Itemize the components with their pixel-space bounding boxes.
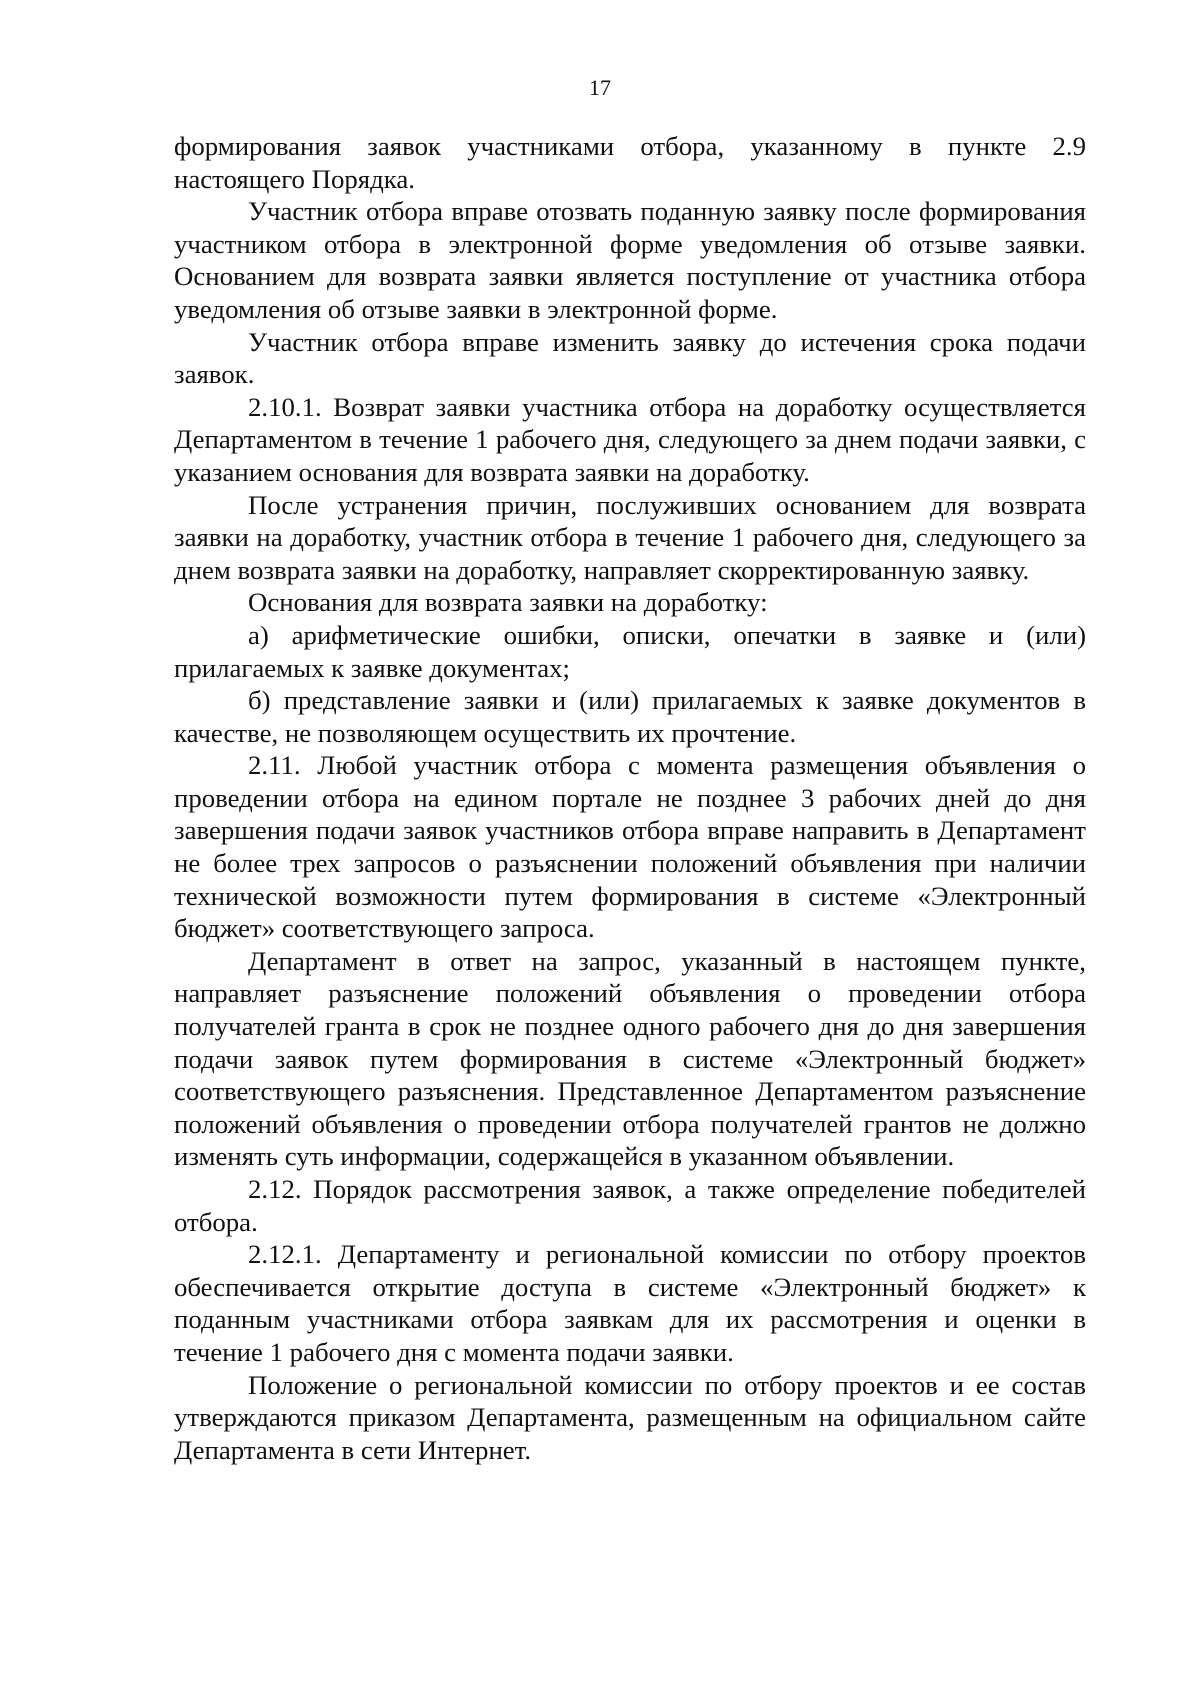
paragraph-ground-a: а) арифметические ошибки, описки, опечатки в заявке и (или) прилагаемых к заявке документах;: [174, 619, 1086, 683]
paragraph-continuation: формирования заявок участниками отбора, указанному в пункте 2.9 настоящего Порядка.: [174, 131, 1086, 194]
paragraph-2-11: 2.11. Любой участник отбора с момента размещения объявления о проведении отбора на едином портале не позднее 3 рабочих дней до дня завершения подачи заявок участников отбора вправе направить в Департамент не более трех запросов о разъяснении положений объявления при наличии технической возможности путем формирования в системе «Электронный бюджет» соответствующего запроса.: [174, 750, 1086, 944]
paragraph-withdraw-application: Участник отбора вправе отозвать поданную заявку после формирования участником отбора в электронной форме уведомления об отзыве заявки. Основанием для возврата заявки является поступление от участника отбора уведомления об отзыве заявки в электронной форме.: [174, 196, 1086, 324]
paragraph-ground-b: б) представление заявки и (или) прилагаемых к заявке документов в качестве, не позволяющем осуществить их прочтение.: [174, 685, 1086, 748]
document-body: [174, 130, 1086, 1466]
paragraph-after-elimination: После устранения причин, послуживших основанием для возврата заявки на доработку, участник отбора в течение 1 рабочего дня, следующего за днем возврата заявки на доработку, направляет скорректированную заявку.: [174, 489, 1086, 585]
page-number: 17: [589, 75, 611, 100]
paragraph-change-application: Участник отбора вправе изменить заявку до истечения срока подачи заявок.: [174, 326, 1086, 390]
paragraph-2-12: 2.12. Порядок рассмотрения заявок, а также определение победителей отбора.: [174, 1174, 1086, 1237]
paragraph-department-response: Департамент в ответ на запрос, указанный в настоящем пункте, направляет разъяснение положений объявления о проведении отбора получателей гранта в срок не позднее одного рабочего дня до дня завершения подачи заявок путем формирования в системе «Электронный бюджет» соответствующего разъяснения. Представленное Департаментом разъяснение положений объявления о проведении отбора получателей грантов не должно изменять суть информации, содержащейся в указанном объявлении.: [174, 945, 1086, 1172]
paragraph-grounds-heading: Основания для возврата заявки на доработку:: [248, 587, 768, 618]
paragraph-2-10-1: 2.10.1. Возврат заявки участника отбора на доработку осуществляется Департаментом в течение 1 рабочего дня, следующего за днем подачи заявки, с указанием основания для возврата заявки на доработку.: [174, 391, 1086, 487]
paragraph-2-12-1: 2.12.1. Департаменту и региональной комиссии по отбору проектов обеспечивается открытие доступа в системе «Электронный бюджет» к поданным участниками отбора заявкам для их рассмотрения и оценки в течение 1 рабочего дня с момента подачи заявки.: [174, 1239, 1086, 1367]
paragraph-commission-regulation: Положение о региональной комиссии по отбору проектов и ее состав утверждаются приказом Департамента, размещенным на официальном сайте Департамента в сети Интернет.: [174, 1369, 1086, 1465]
